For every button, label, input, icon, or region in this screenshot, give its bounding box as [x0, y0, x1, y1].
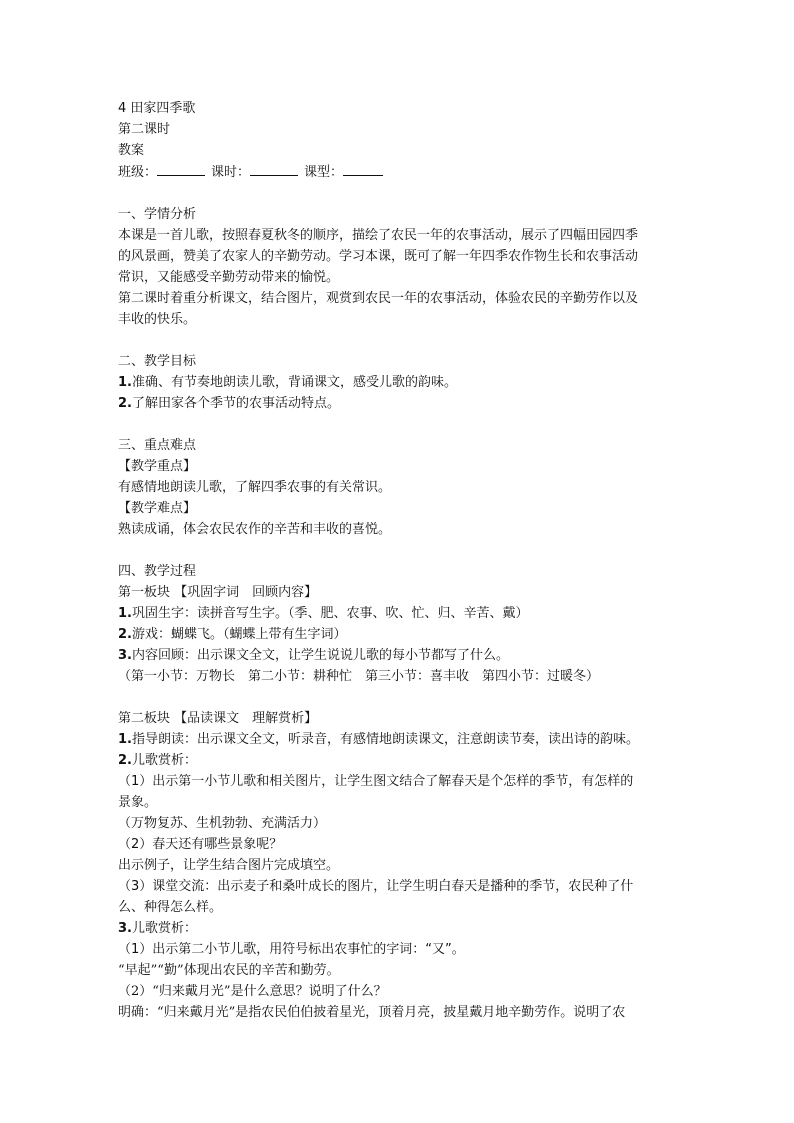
- block3-answer: 明确：“归来戴月光”是指农民伯伯披着星光，顶着月亮，披星戴月地辛勤劳作。说明了农: [118, 1005, 626, 1020]
- lesson-plan-body: [118, 98, 688, 1023]
- block2-answer: （万物复苏、生机勃勃、充满活力）: [118, 816, 327, 831]
- block2-title: 第二板块 【品读课文 理解赏析】: [118, 711, 318, 726]
- type-blank: [343, 161, 383, 176]
- block1-title: 第一板块 【巩固字词 回顾内容】: [118, 585, 318, 600]
- block2-item: [118, 750, 688, 771]
- item-number: 2.: [118, 753, 132, 768]
- class-blank: [157, 161, 205, 176]
- doc-title: 4 田家四季歌: [118, 101, 196, 116]
- item-number: 1.: [118, 732, 132, 747]
- item-number: 1.: [118, 606, 132, 621]
- goal-item: [118, 393, 688, 414]
- lesson-period: 第二课时: [118, 122, 171, 137]
- block2-subitem: （2）春天还有哪些景象呢？: [118, 837, 283, 852]
- goal-text: 了解田家各个季节的农事活动特点。: [131, 396, 340, 411]
- block1-summary: （第一小节：万物长 第二小节：耕种忙 第三小节：喜丰收 第四小节：过暖冬）: [118, 669, 600, 684]
- analysis-line: 常识，又能感受辛勤劳动带来的愉悦。: [118, 270, 340, 285]
- block1-item: [118, 645, 688, 666]
- type-label: 课型：: [304, 165, 344, 180]
- period-blank: [250, 161, 298, 176]
- block2-subitem: （3）课堂交流：出示麦子和桑叶成长的图片，让学生明白春天是播种的季节，农民种了什: [118, 879, 634, 894]
- item-text: 指导朗读：出示课文全文，听录音，有感情地朗读课文，注意朗读节奏，读出诗的韵味。: [131, 732, 639, 747]
- period-label: 课时：: [211, 165, 251, 180]
- analysis-line: 丰收的快乐。: [118, 312, 197, 327]
- block1-item: [118, 603, 688, 624]
- block2-subitem: （1）出示第一小节儿歌和相关图片，让学生图文结合了解春天是个怎样的季节，有怎样的: [118, 774, 634, 789]
- difficulty-label: 【教学难点】: [118, 501, 197, 516]
- item-text: 儿歌赏析：: [131, 753, 197, 768]
- block2-item: [118, 729, 688, 750]
- block1-item: [118, 624, 688, 645]
- class-label: 班级：: [118, 165, 158, 180]
- block3-text: “早起”“勤”体现出农民的辛苦和勤劳。: [118, 963, 340, 978]
- goal-item: [118, 372, 688, 393]
- key-label: 【教学重点】: [118, 459, 197, 474]
- item-number: 3.: [118, 921, 132, 936]
- block2-subitem: 景象。: [118, 795, 158, 810]
- analysis-line: 本课是一首儿歌，按照春夏秋冬的顺序，描绘了农民一年的农事活动，展示了四幅田园四季: [118, 228, 639, 243]
- doc-type: 教案: [118, 143, 145, 158]
- block2-text: 出示例子，让学生结合图片完成填空。: [118, 858, 340, 873]
- key-text: 有感情地朗读儿歌，了解四季农事的有关常识。: [118, 480, 392, 495]
- difficulty-text: 熟读成诵，体会农民农作的辛苦和丰收的喜悦。: [118, 522, 392, 537]
- goal-number: 1.: [118, 375, 132, 390]
- goal-text: 准确、有节奏地朗读儿歌，背诵课文，感受儿歌的韵味。: [131, 375, 457, 390]
- item-text: 内容回顾：出示课文全文，让学生说说儿歌的每小节都写了什么。: [131, 648, 509, 663]
- item-number: 2.: [118, 627, 132, 642]
- block2-item: [118, 918, 688, 939]
- analysis-line: 第二课时着重分析课文，结合图片，观赏到农民一年的农事活动，体验农民的辛勤劳作以及: [118, 291, 639, 306]
- item-text: 游戏：蝴蝶飞。（蝴蝶上带有生字词）: [131, 627, 347, 642]
- item-text: 巩固生字：读拼音写生字。（季、肥、农事、吹、忙、归、辛苦、戴）: [131, 606, 529, 621]
- block2-subitem: 么、种得怎么样。: [118, 900, 223, 915]
- section-heading-goals: 二、教学目标: [118, 354, 197, 369]
- block3-subitem: （1）出示第二小节儿歌，用符号标出农事忙的字词：“又”。: [118, 942, 465, 957]
- block3-subitem: （2）“归来戴月光”是什么意思？说明了什么？: [118, 984, 387, 999]
- item-text: 儿歌赏析：: [131, 921, 197, 936]
- class-info-line: [118, 161, 688, 183]
- section-heading-process: 四、教学过程: [118, 564, 197, 579]
- section-heading-analysis: 一、学情分析: [118, 207, 197, 222]
- item-number: 3.: [118, 648, 132, 663]
- goal-number: 2.: [118, 396, 132, 411]
- section-heading-keypoints: 三、重点难点: [118, 438, 197, 453]
- analysis-line: 的风景画，赞美了农家人的辛勤劳动。学习本课，既可了解一年四季农作物生长和农事活动: [118, 249, 639, 264]
